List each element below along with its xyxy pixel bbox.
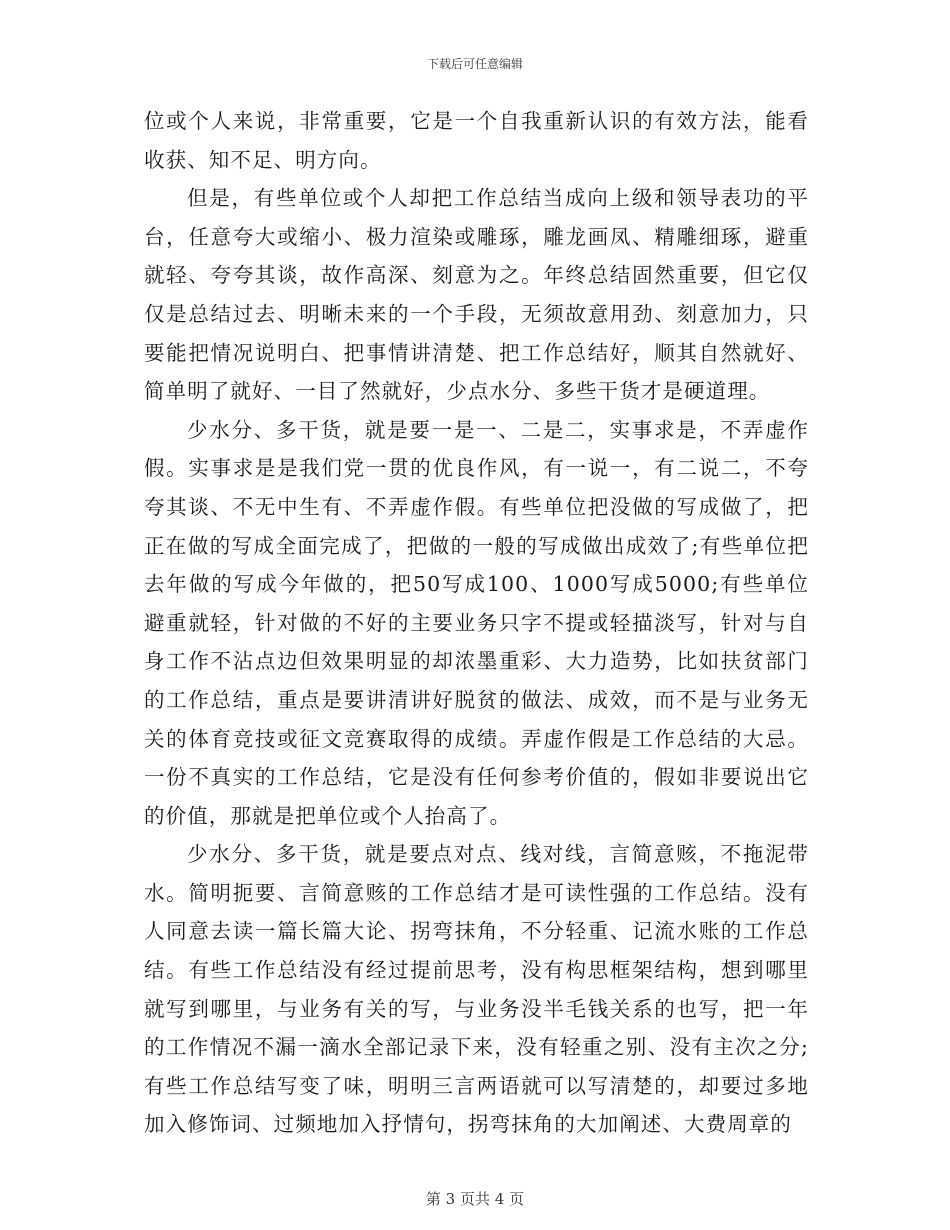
page-number: 第 3 页共 4 页	[425, 1190, 525, 1208]
body-text	[144, 102, 809, 1144]
paragraph: 但是，有些单位或个人却把工作总结当成向上级和领导表功的平台，任意夸大或缩小、极力渲染或雕琢，雕龙画凤、精雕细琢，避重就轻、夸夸其谈，故作高深、刻意为之。年终总结固然重要，但它仅仅是总结过去、明晰未来的一个手段，无须故意用劲、刻意加力，只要能把情况说明白、把事情讲清楚、把工作总结好，顺其自然就好、简单明了就好、一目了然就好，少点水分、多些干货才是硬道理。	[144, 186, 809, 404]
paragraph: 少水分、多干货，就是要点对点、线对线，言简意赅，不拖泥带水。简明扼要、言简意赅的工作总结才是可读性强的工作总结。没有人同意去读一篇长篇大论、拐弯抹角，不分轻重、记流水账的工作总结。有些工作总结没有经过提前思考，没有构思框架结构，想到哪里就写到哪里，与业务有关的写，与业务没半毛钱关系的也写，把一年的工作情况不漏一滴水全部记录下来，没有轻重之别、没有主次之分;有些工作总结写变了味，明明三言两语就可以写清楚的，却要过多地加入修饰词、过频地加入抒情句，拐弯抹角的大加阐述、大费周章的	[144, 842, 809, 1137]
paragraph: 少水分、多干货，就是要一是一、二是二，实事求是，不弄虚作假。实事求是是我们党一贯的优良作风，有一说一，有二说二，不夸夸其谈、不无中生有、不弄虚作假。有些单位把没做的写成做了，把正在做的写成全面完成了，把做的一般的写成做出成效了;有些单位把去年做的写成今年做的，把50写成100、1000写成5000;有些单位避重就轻，针对做的不好的主要业务只字不提或轻描淡写，针对与自身工作不沾点边但效果明显的却浓墨重彩、大力造势，比如扶贫部门的工作总结，重点是要讲清讲好脱贫的做法、成效，而不是与业务无关的体育竞技或征文竞赛取得的成绩。弄虚作假是工作总结的大忌。一份不真实的工作总结，它是没有任何参考价值的，假如非要说出它的价值，那就是把单位或个人抬高了。	[144, 417, 809, 828]
paragraph-continuation: 位或个人来说，非常重要，它是一个自我重新认识的有效方法，能看收获、知不足、明方向。	[144, 109, 809, 172]
header-note: 下载后可任意编辑	[426, 57, 523, 71]
